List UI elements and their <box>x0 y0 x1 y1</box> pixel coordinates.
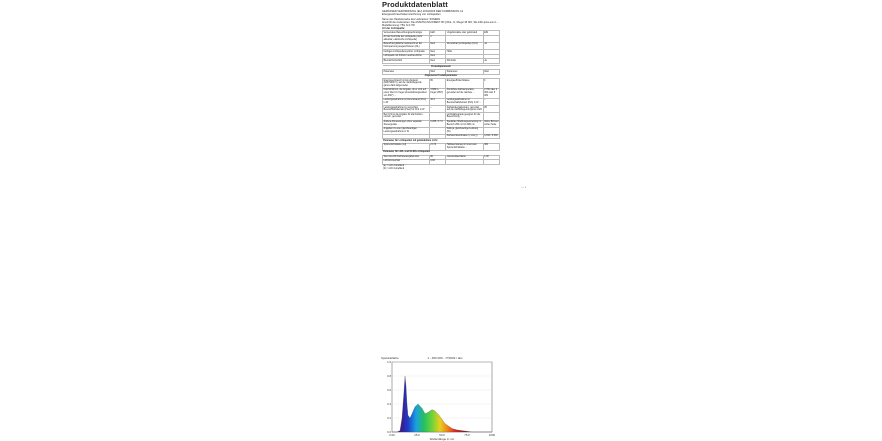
table-row <box>383 127 500 134</box>
table-cell: Art der Kontrolle der Lichtquelle (nicht ablesbar, elektrische Lichtquelle) <box>383 35 430 42</box>
y-axis-label: Spektralfarbe <box>381 356 399 360</box>
y-tick-label: 0.6 <box>387 388 391 392</box>
table-cell: Blendschutzschild <box>383 59 430 63</box>
table-cell: 4 880 in Kugel (360°) <box>429 89 445 99</box>
table-cell: Verwendete Beleuchtungstechnologie <box>383 31 430 35</box>
table-cell: Angaben zu einer gleichwertigen Leistungsaufnahme in W <box>383 127 430 134</box>
table-cell: Lebensdauerfaktor <box>446 155 483 159</box>
table-cell: Nein <box>429 50 445 54</box>
table-cell <box>429 113 445 120</box>
column-header: Parameter <box>446 70 483 74</box>
table-cell: Nein <box>429 54 445 58</box>
table-cell: Farbwertkoordinaten (x und y) <box>446 134 483 138</box>
datasheet <box>380 0 502 171</box>
table-cell: Hülle <box>446 50 483 54</box>
table-row <box>383 120 500 127</box>
table-cell: Nutzlichtstrom, die Angabe, ob er sich auf einen Wert im Kegel (Ausstrahlungswinkel von 360°) ... <box>383 89 430 99</box>
table-cell: Halbwertswinkel in Grad oder Spitzenlichtstärke ... <box>446 143 483 150</box>
table-cell: Farbiges Lichtquellensymbol: Lichtquelle <box>383 50 430 54</box>
table-cell: 0 285 / 0 / 0 <box>429 120 445 127</box>
page-title: Produktdatenblatt <box>382 0 448 9</box>
table-cell: – <box>483 98 499 105</box>
y-tick-label: 1.0 <box>387 360 391 364</box>
table-row <box>383 35 500 42</box>
table-cell: Ungebündelte oder gebündelt <box>446 31 483 35</box>
table-cell <box>483 127 499 134</box>
column-header: Parameter <box>383 70 430 74</box>
table-cell: Spektrale Strahlungsverteilung im Bereich 250 nm bis 800 nm <box>446 120 482 126</box>
footnote: (b) = nicht zutreffend <box>383 168 405 171</box>
x-axis-label: Wellenlänge in nm <box>429 437 455 441</box>
table-cell: 40,0 <box>429 98 445 105</box>
table-cell: 90 <box>429 155 445 159</box>
x-tick-label: 0.00 <box>389 433 395 437</box>
table-cell: 2 700 oder 4 000 oder 6 000 <box>483 89 499 99</box>
table-cell: Falls ja, gleichwertige Leistung (W) <box>446 127 483 134</box>
side-mark: — ▪ <box>521 185 526 189</box>
table-cell: Energieverbrauch im Ein-Zustand (kWh/1000 h), auf die nächstliegende ganze Zahl aufgerundet <box>383 79 430 89</box>
x-tick-label: 25.0 <box>414 433 420 437</box>
column-header: Wert <box>429 70 445 74</box>
table-cell: 2 174 <box>429 143 445 150</box>
table-row <box>383 113 500 120</box>
table-cell <box>429 127 445 134</box>
table-cell: Vernetzbar (Lichtquelle) (CLS) <box>446 43 483 50</box>
table-row <box>383 79 500 89</box>
footnote: (a) = nicht zutreffend <box>383 164 405 167</box>
table-cell: 360 <box>483 143 499 150</box>
table-row <box>383 106 500 113</box>
supplier-name: Name des Handelsmarke des Lieferanten: SONERA <box>382 18 441 22</box>
chart-title: 1 - 450.000 - 770049 / abc <box>427 356 463 360</box>
intro-text: GEMÄSSER VERORDNUNG (EU) 2019/2015 DER KOMMISSION zur Energieverbrauchskennzeichnung von Lichtquellen <box>382 10 464 17</box>
table-cell: 1 <box>429 35 445 42</box>
table-cell: 95 <box>483 106 499 113</box>
table-cell: Siehe Bild auf letzter Seite <box>484 120 499 126</box>
table-row <box>383 59 500 63</box>
table-cell: Nein <box>429 43 445 50</box>
table-cell: Lichtstärkegrade geeignet für die Beleuchtung ... <box>446 113 483 120</box>
table-cell: Bei CLS ist die Angabe für alle Farben einzeln, gerundet <box>383 113 430 120</box>
table-cell: Leistungsaufnahme im vernetzten Bereitschaftsbetrieb (Pnet) für CLS in W <box>383 106 430 113</box>
main-table <box>382 30 500 63</box>
x-tick-label: 50.0 <box>439 433 445 437</box>
light-source-type-heading: Art der Lichtquelle: <box>382 27 405 31</box>
table-row <box>383 98 500 105</box>
table-cell: Leistungsaufnahme im Bereitschaftsbetrieb (Psb) in W ... <box>446 98 483 105</box>
y-tick-label: 0.0 <box>387 430 391 434</box>
column-header: Wert <box>483 70 499 74</box>
table-cell: Wert des R9-Farbwiedergabeindex <box>383 155 430 159</box>
table-cell: Lichtstromerhalt <box>383 160 430 164</box>
product-params-title: Produktparameter <box>383 65 500 69</box>
table-cell: EIN <box>483 31 499 35</box>
spectrum-chart <box>380 355 498 441</box>
table-cell: Energieeffizienzklasse <box>446 79 483 89</box>
table-cell: F <box>483 79 499 89</box>
table-cell: – <box>429 106 445 113</box>
x-tick-label: 1000 <box>488 433 496 437</box>
table-cell <box>446 35 483 42</box>
supplier-address: Anschrift des Lieferanten: Die ANSCHLUSS DIREKT 80 Q.B.E., D, Riegel 45 ISO, SE-149 Lipiss aus in ... <box>382 21 500 25</box>
directional-params-title: Parameter für Lichtquellen mit gebündeltem Licht <box>383 139 500 143</box>
y-tick-label: 0.4 <box>387 402 391 406</box>
general-params-title: Allgemeine Produktparameter <box>383 74 500 78</box>
table-cell: Ja <box>483 59 499 63</box>
table-cell: Lichtquelle mit hohem Leuchte-dichte <box>383 54 430 58</box>
table-cell: Äußere Abmessungen ohne separate Steuergeräte ... <box>383 120 430 127</box>
table-cell: 1,00 <box>483 155 499 159</box>
table-cell: Spitzenlichtstärke (cd) <box>383 143 430 150</box>
table-cell: 80 <box>429 79 445 89</box>
led-params-title: Parameter für LED- und OLED-Lichtquellen <box>383 151 500 155</box>
table-row <box>383 89 500 99</box>
table-cell <box>483 35 499 42</box>
table-row <box>383 43 500 50</box>
product-params-table <box>382 65 500 172</box>
y-tick-label: 0.2 <box>387 416 391 420</box>
y-tick-label: 0.8 <box>387 374 391 378</box>
table-cell: 0,96 <box>429 160 445 164</box>
table-cell: 0,316 / 0,338 <box>484 135 498 138</box>
model-id: Modellkennung: T5G 1LS 7W <box>382 24 415 28</box>
table-cell: Farbwiedergabeindex, gerundet auf die nächstliegende ganze Zahl <box>446 106 482 112</box>
table-cell: Leistungsaufnahme im Ein-Zustand (Pon) in W <box>383 98 430 105</box>
table-cell: Ja <box>483 43 499 50</box>
table-cell: LED <box>429 31 445 35</box>
table-cell: Ähnlichste Farbtemperatur, gerundet auf die nächste ... <box>446 89 483 99</box>
table-cell: Beleuchtungsfläche Gebraucht an der Netzspannung angeschlossen (NL) <box>383 43 430 50</box>
x-tick-label: 75.0 <box>464 433 470 437</box>
table-cell: Nein <box>429 59 445 63</box>
table-cell <box>483 113 499 120</box>
table-row <box>383 143 500 150</box>
table-cell: Dimmbar <box>446 59 483 63</box>
